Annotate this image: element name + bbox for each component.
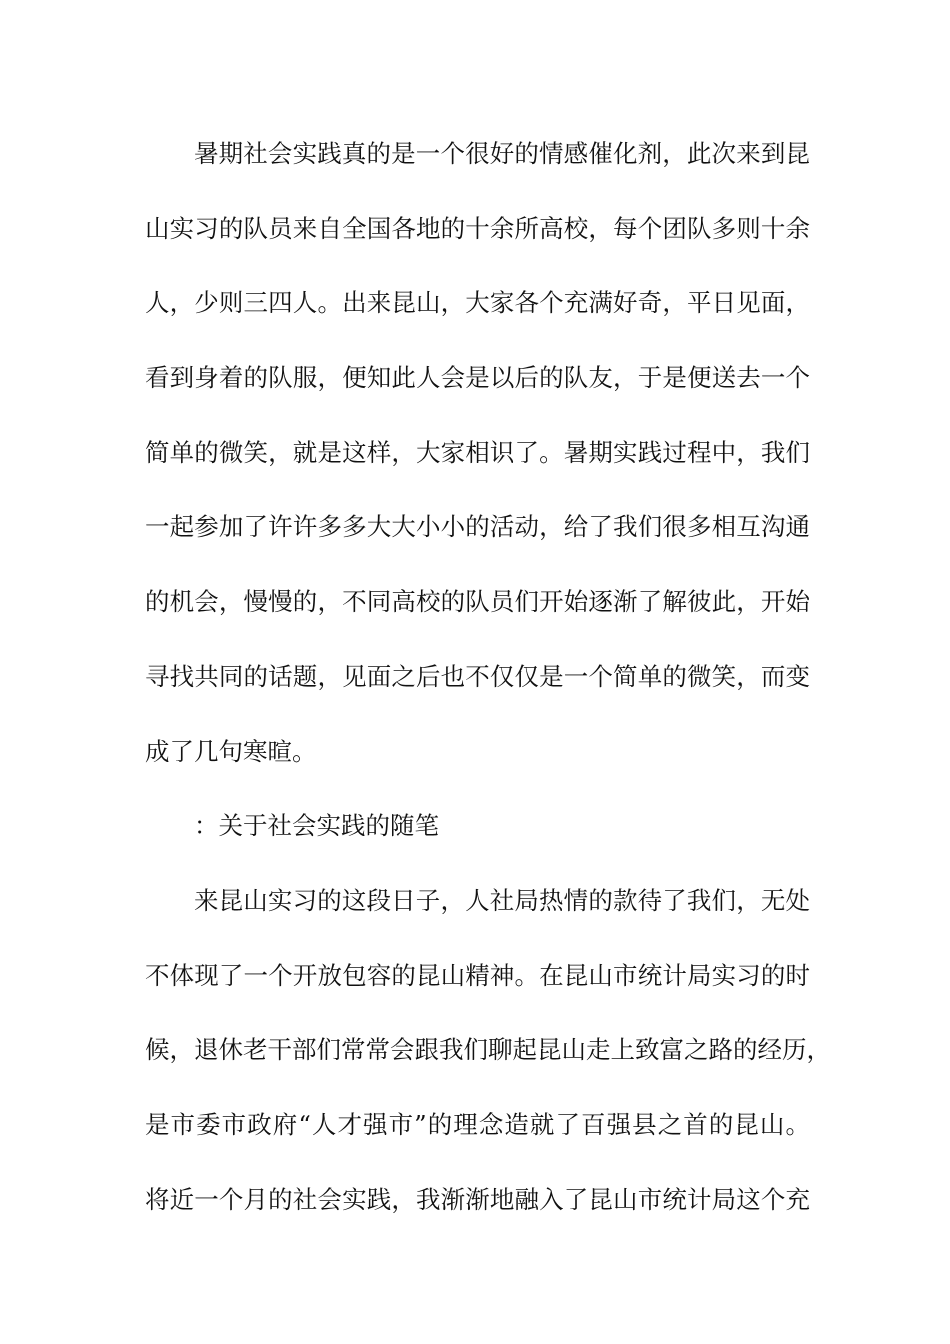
paragraph-1-line-9: 成了几句寒暄。 xyxy=(145,736,317,766)
paragraph-1-line-2: 山实习的队员来自全国各地的十余所高校，每个团队多则十余 xyxy=(145,213,810,243)
document-body xyxy=(145,130,831,1250)
paragraph-1-line-6: 一起参加了许许多多大大小小的活动，给了我们很多相互沟通 xyxy=(145,512,810,542)
paragraph-1-line-1: 暑期社会实践真的是一个很好的情感催化剂，此次来到昆 xyxy=(194,139,810,168)
paragraph-1-line-8: 寻找共同的话题，见面之后也不仅仅是一个简单的微笑，而变 xyxy=(145,661,810,691)
paragraph-2-line-4: 是市委市政府“人才强市”的理念造就了百强县之首的昆山。 xyxy=(145,1109,810,1139)
paragraph-1-line-5: 简单的微笑，就是这样，大家相识了。暑期实践过程中，我们 xyxy=(145,437,810,467)
section-heading: ：关于社会实践的随笔 xyxy=(194,811,439,841)
paragraph-2-line-5: 将近一个月的社会实践，我渐渐地融入了昆山市统计局这个充 xyxy=(145,1184,810,1214)
paragraph-2-line-2: 不体现了一个开放包容的昆山精神。在昆山市统计局实习的时 xyxy=(145,960,810,990)
paragraph-2-line-1: 来昆山实习的这段日子，人社局热情的款待了我们，无处 xyxy=(194,885,810,915)
paragraph-1-line-3: 人，少则三四人。出来昆山，大家各个充满好奇，平日见面， xyxy=(145,288,810,318)
paragraph-1-line-7: 的机会，慢慢的，不同高校的队员们开始逐渐了解彼此，开始 xyxy=(145,587,810,617)
paragraph-1-line-4: 看到身着的队服，便知此人会是以后的队友，于是便送去一个 xyxy=(145,363,810,393)
paragraph-2-line-3: 候，退休老干部们常常会跟我们聊起昆山走上致富之路的经历， xyxy=(145,1035,831,1065)
